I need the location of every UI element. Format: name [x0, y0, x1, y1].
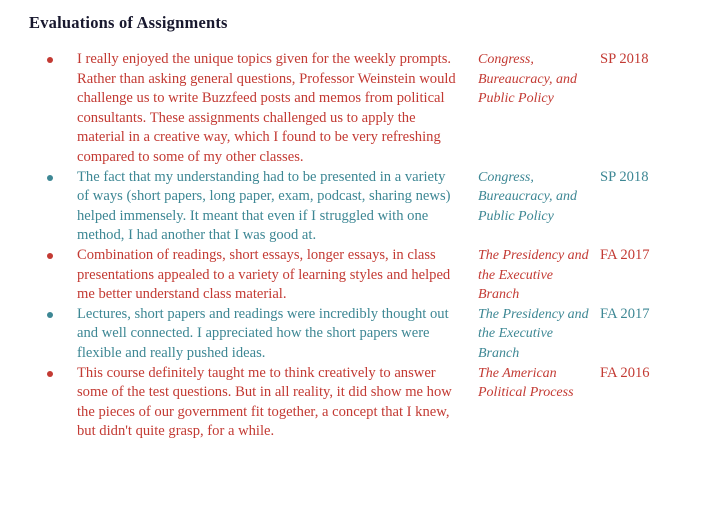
course-term: FA 2016	[600, 364, 650, 381]
page-title: Evaluations of Assignments	[29, 13, 228, 32]
bullet-dot-icon	[47, 312, 53, 318]
evaluation-row	[0, 50, 709, 168]
evaluation-comment: This course definitely taught me to think creatively to answer some of the test questions. But in all reality, it did show me how the pieces of our government fit together, a concept that I knew, but didn't quite grasp, for a while.	[77, 364, 452, 440]
evaluation-comment: The fact that my understanding had to be presented in a variety of ways (short papers, long paper, exam, podcast, sharing news) helped immensely. It meant that even if I struggled with one method, I had another that I was good at.	[77, 168, 451, 244]
course-name: The Presidency and the Executive Branch	[478, 306, 589, 361]
bullet-dot-icon	[47, 371, 53, 377]
evaluation-comment: I really enjoyed the unique topics given for the weekly prompts. Rather than asking general questions, Professor Weinstein would challenge us to write Buzzfeed posts and memos from political consultants. These assignments challenged us to apply the material in a creative way, which I found to be very refreshing compared to some of my other classes.	[77, 51, 456, 165]
bullet-dot-icon	[47, 175, 53, 181]
course-term: FA 2017	[600, 305, 650, 322]
evaluations-list	[0, 50, 709, 442]
bullet-dot-icon	[47, 253, 53, 259]
course-name: The Presidency and the Executive Branch	[478, 247, 589, 303]
evaluation-comment: Lectures, short papers and readings were incredibly thought out and well connected. I appreciated how the short papers were flexible and really pushed ideas.	[77, 305, 449, 361]
evaluation-comment: Combination of readings, short essays, longer essays, in class presentations appealed to a variety of learning styles and helped me better understand class material.	[77, 246, 451, 303]
bullet-dot-icon	[47, 57, 53, 63]
course-name: Congress, Bureaucracy, and Public Policy	[478, 169, 578, 224]
evaluation-row	[0, 246, 709, 305]
course-name: The American Political Process	[478, 365, 574, 401]
course-term: FA 2017	[600, 246, 650, 263]
course-term: SP 2018	[600, 51, 649, 67]
evaluation-row	[0, 168, 709, 246]
evaluation-row	[0, 305, 709, 364]
course-term: SP 2018	[600, 168, 649, 185]
evaluation-row	[0, 364, 709, 442]
course-name: Congress, Bureaucracy, and Public Policy	[478, 52, 578, 107]
